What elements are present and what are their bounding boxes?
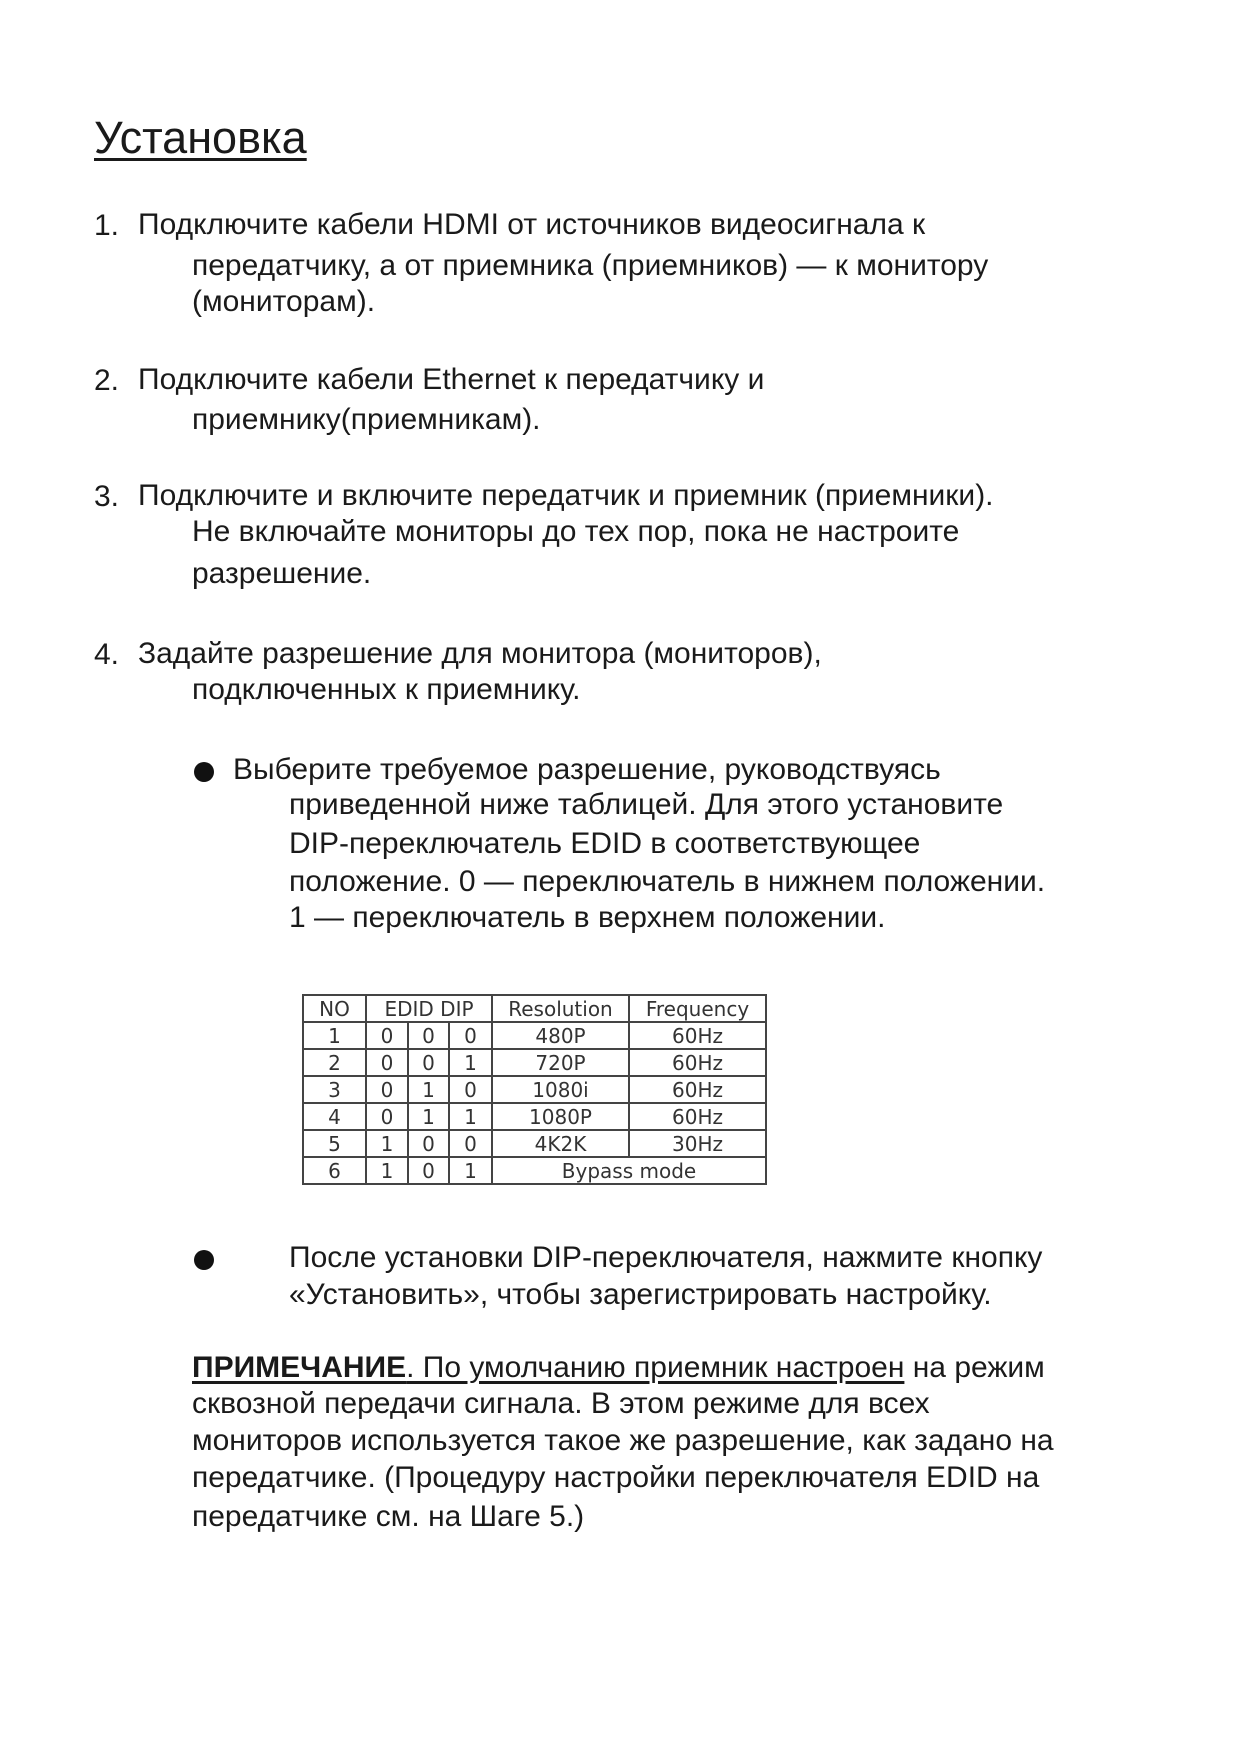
note-line-4: передатчике. (Процедуру настройки переключателя EDID на	[192, 1461, 1040, 1494]
cell-dip: 0	[449, 1022, 492, 1049]
cell-dip: 0	[408, 1022, 449, 1049]
note-line-3: мониторов используется такое же разрешение, как задано на	[192, 1424, 1054, 1457]
cell-dip: 0	[449, 1076, 492, 1103]
table-header-row	[303, 995, 766, 1022]
cell-dip: 0	[449, 1130, 492, 1157]
cell-dip: 0	[366, 1076, 408, 1103]
cell-dip: 1	[449, 1103, 492, 1130]
cell-resolution: 1080P	[492, 1103, 629, 1130]
step-3-line-3: разрешение.	[192, 557, 372, 590]
step-3-line-2: Не включайте мониторы до тех пор, пока не настроите	[192, 515, 960, 548]
note-line-2: сквозной передачи сигнала. В этом режиме для всех	[192, 1387, 930, 1420]
bullet-dot	[194, 1250, 214, 1270]
cell-dip: 0	[408, 1130, 449, 1157]
cell-frequency: 60Hz	[629, 1022, 766, 1049]
step-1-line-2: передатчику, а от приемника (приемников) — к монитору	[192, 249, 989, 282]
cell-dip: 1	[366, 1157, 408, 1184]
header-resolution: Resolution	[492, 995, 629, 1022]
cell-frequency: 30Hz	[629, 1130, 766, 1157]
cell-dip: 0	[366, 1049, 408, 1076]
step-4-line-1: Задайте разрешение для монитора (мониторов),	[138, 637, 822, 670]
cell-dip: 1	[408, 1103, 449, 1130]
page-title: Установка	[94, 112, 307, 163]
cell-no: 1	[303, 1022, 366, 1049]
note-line-5: передатчике см. на Шаге 5.)	[192, 1500, 585, 1533]
note-underlined-text: . По умолчанию приемник настроен	[406, 1351, 905, 1384]
note-first-line	[192, 1350, 1045, 1386]
header-edid-dip: EDID DIP	[366, 995, 492, 1022]
cell-no: 2	[303, 1049, 366, 1076]
cell-frequency: 60Hz	[629, 1049, 766, 1076]
cell-resolution: 4K2K	[492, 1130, 629, 1157]
table-row	[303, 1049, 766, 1076]
step-1-line-3: (мониторам).	[192, 285, 376, 318]
step-number: 3.	[94, 480, 120, 513]
cell-dip: 0	[408, 1049, 449, 1076]
cell-dip: 1	[449, 1157, 492, 1184]
step-2-line-1: Подключите кабели Ethernet к передатчику и	[138, 363, 765, 396]
cell-dip: 1	[408, 1076, 449, 1103]
header-no: NO	[303, 995, 366, 1022]
table-row	[303, 1157, 766, 1184]
step-3-line-1: Подключите и включите передатчик и приемник (приемники).	[138, 479, 994, 512]
cell-resolution: 720P	[492, 1049, 629, 1076]
note-rest-text: на режим	[904, 1351, 1045, 1384]
edid-table	[302, 994, 767, 1185]
cell-resolution: 1080i	[492, 1076, 629, 1103]
step-1-line-1: Подключите кабели HDMI от источников видеосигнала к	[138, 208, 926, 241]
step-4-line-2: подключенных к приемнику.	[192, 673, 581, 706]
bullet-2-line-1: После установки DIP-переключателя, нажмите кнопку	[289, 1241, 1043, 1274]
bullet-1-line-2: приведенной ниже таблицей. Для этого установите	[289, 788, 1004, 821]
bullet-1-line-1: Выберите требуемое разрешение, руководствуясь	[233, 753, 941, 786]
bullet-1-line-3: DIP-переключатель EDID в соответствующее	[289, 827, 921, 860]
step-number: 4.	[94, 638, 120, 671]
cell-dip: 0	[366, 1103, 408, 1130]
cell-dip: 0	[408, 1157, 449, 1184]
bullet-1-line-5: 1 — переключатель в верхнем положении.	[289, 901, 886, 934]
header-frequency: Frequency	[629, 995, 766, 1022]
cell-resolution: 480P	[492, 1022, 629, 1049]
cell-dip: 1	[366, 1130, 408, 1157]
cell-no: 6	[303, 1157, 366, 1184]
bullet-dot	[194, 762, 214, 782]
bullet-1-line-4: положение. 0 — переключатель в нижнем положении.	[289, 865, 1046, 898]
cell-dip: 1	[449, 1049, 492, 1076]
note-label: ПРИМЕЧАНИЕ	[192, 1351, 407, 1384]
table-row	[303, 1130, 766, 1157]
table-row	[303, 1076, 766, 1103]
cell-no: 4	[303, 1103, 366, 1130]
cell-dip: 0	[366, 1022, 408, 1049]
step-number: 2.	[94, 364, 120, 397]
cell-frequency: 60Hz	[629, 1076, 766, 1103]
step-2-line-2: приемнику(приемникам).	[192, 403, 541, 436]
cell-no: 3	[303, 1076, 366, 1103]
cell-frequency: 60Hz	[629, 1103, 766, 1130]
table-row	[303, 1022, 766, 1049]
table-row	[303, 1103, 766, 1130]
cell-bypass-mode: Bypass mode	[492, 1157, 766, 1184]
cell-no: 5	[303, 1130, 366, 1157]
bullet-2-line-2: «Установить», чтобы зарегистрировать настройку.	[289, 1278, 992, 1311]
step-number: 1.	[94, 209, 120, 242]
